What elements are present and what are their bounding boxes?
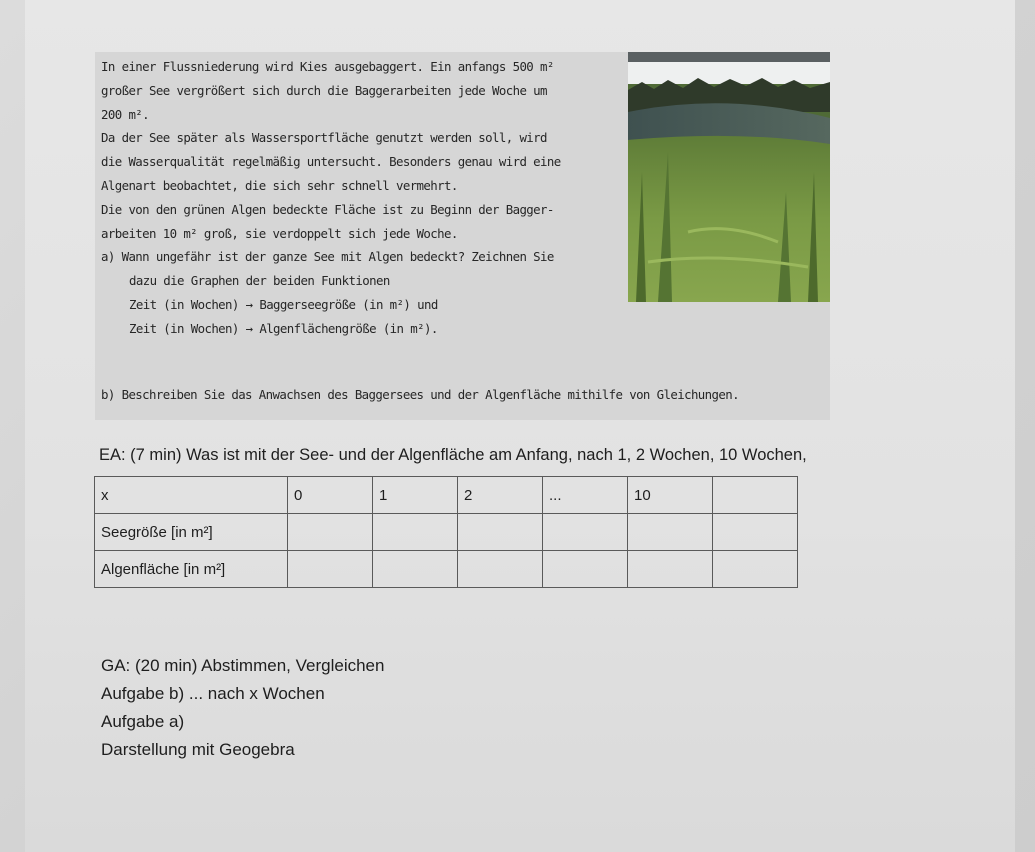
ga-line: Darstellung mit Geogebra	[101, 740, 295, 759]
ga-instructions	[101, 652, 384, 764]
task-b-line: b) Beschreiben Sie das Anwachsen des Baggersees und der Algenfläche mithilfe von Gleichungen.	[101, 387, 739, 402]
table-cell: 10	[628, 477, 713, 514]
task-text	[101, 55, 626, 341]
table-cell	[628, 551, 713, 588]
table-cell: 0	[288, 477, 373, 514]
table-cell: Seegröße [in m²]	[95, 514, 288, 551]
table-header-row	[95, 477, 798, 514]
table-cell	[713, 551, 798, 588]
table-cell	[458, 514, 543, 551]
table-cell: x	[95, 477, 288, 514]
lake-photo	[628, 52, 830, 302]
task-line: die Wasserqualität regelmäßig untersucht. Besonders genau wird eine	[101, 154, 561, 170]
task-line: Die von den grünen Algen bedeckte Fläche ist zu Beginn der Bagger-	[101, 201, 554, 217]
task-a-indent-line: Zeit (in Wochen) → Baggerseegröße (in m²) und	[129, 296, 438, 312]
task-line: Da der See später als Wassersportfläche genutzt werden soll, wird	[101, 130, 547, 146]
task-line: 200 m².	[101, 106, 150, 122]
task-line: großer See vergrößert sich durch die Baggerarbeiten jede Woche um	[101, 82, 547, 98]
table-cell	[458, 551, 543, 588]
task-a-line: a) Wann ungefähr ist der ganze See mit Algen bedeckt? Zeichnen Sie	[101, 249, 554, 265]
table-cell	[288, 551, 373, 588]
task-line: arbeiten 10 m² groß, sie verdoppelt sich jede Woche.	[101, 225, 458, 241]
table-cell	[373, 514, 458, 551]
value-table	[94, 476, 798, 588]
table-cell: Algenfläche [in m²]	[95, 551, 288, 588]
table-cell	[628, 514, 713, 551]
table-cell: ...	[543, 477, 628, 514]
ga-line: GA: (20 min) Abstimmen, Vergleichen	[101, 656, 385, 675]
table-row	[95, 551, 798, 588]
ea-instruction: EA: (7 min) Was ist mit der See- und der Algenfläche am Anfang, nach 1, 2 Wochen, 10 Wochen,	[99, 446, 807, 464]
table-cell	[373, 551, 458, 588]
table-cell: 2	[458, 477, 543, 514]
task-a-indent-line: Zeit (in Wochen) → Algenflächengröße (in m²).	[129, 320, 438, 336]
ga-line: Aufgabe b) ... nach x Wochen	[101, 684, 325, 703]
table-cell	[543, 514, 628, 551]
task-line: In einer Flussniederung wird Kies ausgebaggert. Ein anfangs 500 m²	[101, 59, 554, 74]
table-cell: 1	[373, 477, 458, 514]
task-a-indent-line: dazu die Graphen der beiden Funktionen	[129, 273, 390, 289]
task-line: Algenart beobachtet, die sich sehr schnell vermehrt.	[101, 177, 458, 193]
table-cell	[543, 551, 628, 588]
table-cell	[713, 514, 798, 551]
ga-line: Aufgabe a)	[101, 712, 185, 731]
table-row	[95, 514, 798, 551]
table-cell	[288, 514, 373, 551]
table-cell	[713, 477, 798, 514]
